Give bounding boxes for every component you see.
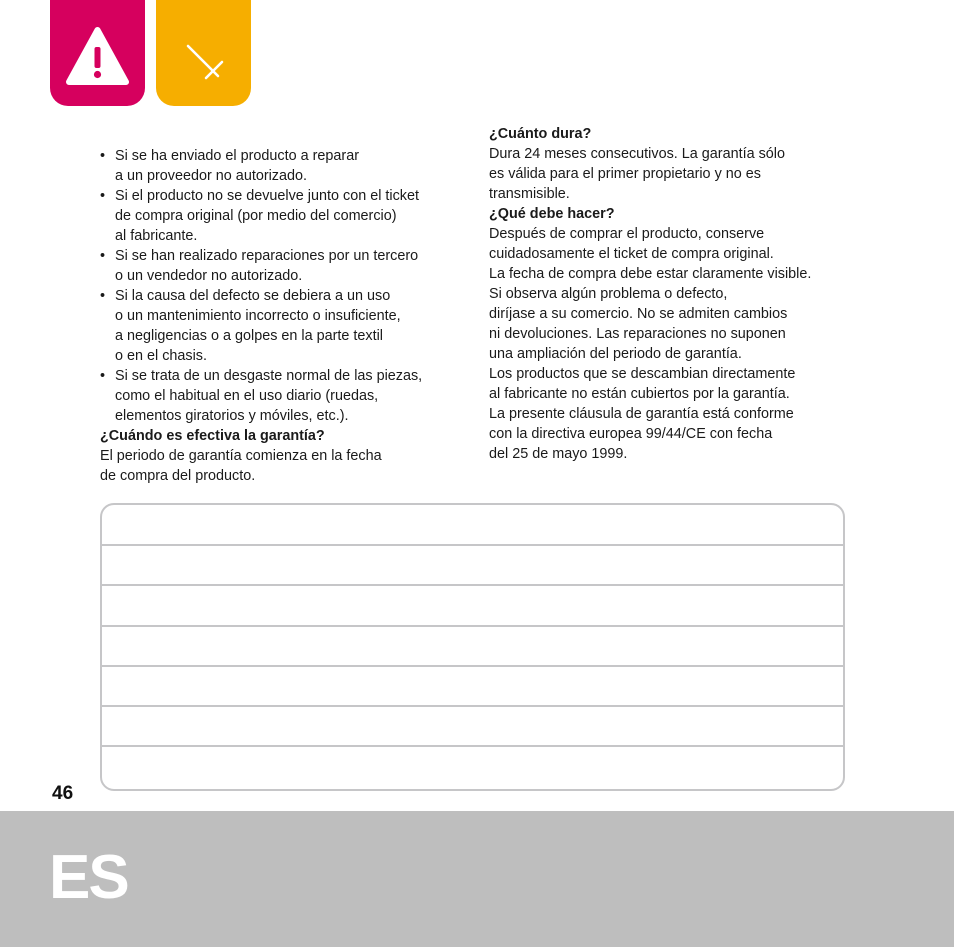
page-number: 46 <box>52 783 74 804</box>
paragraph-effective: El periodo de garantía comienza en la fecha de compra del producto. <box>100 448 382 484</box>
form-row-divider <box>102 705 843 707</box>
warranty-form-box <box>100 503 845 791</box>
form-row-divider <box>102 625 843 627</box>
list-item: • Si se ha enviado el producto a reparar a un proveedor no autorizado. <box>100 146 470 186</box>
list-item: • Si el producto no se devuelve junto con el ticket de compra original (por medio del comercio) al fabricante. <box>100 186 470 246</box>
tools-icon <box>156 0 251 106</box>
footer-band <box>0 811 954 947</box>
tools-tab <box>156 0 251 106</box>
form-row-divider <box>102 584 843 586</box>
left-column <box>100 146 470 486</box>
section-heading-what-to-do: ¿Qué debe hacer? <box>489 206 615 222</box>
paragraph-duration: Dura 24 meses consecutivos. La garantía sólo es válida para el primer propietario y no es transmisible. <box>489 146 785 202</box>
section-heading-duration: ¿Cuánto dura? <box>489 126 592 142</box>
warning-tab <box>50 0 145 106</box>
section-heading-effective: ¿Cuándo es efectiva la garantía? <box>100 428 325 444</box>
right-column <box>489 124 859 464</box>
warning-triangle-icon <box>50 0 145 106</box>
paragraph-what-to-do: Después de comprar el producto, conserve cuidadosamente el ticket de compra original. La fecha de compra debe estar claramente visible. Si observa algún problema o defecto, diríjase a su comercio. No se admiten cambios ni devoluciones. Las reparaciones no suponen una ampliación del periodo de garantía. Los productos que se descambian directamente al fabricante no están cubiertos por la garantía. La presente cláusula de garantía está conforme con la directiva europea 99/44/CE con fecha del 25 de mayo 1999. <box>489 226 812 462</box>
language-code: ES <box>49 843 128 912</box>
form-row-divider <box>102 544 843 546</box>
list-item: • Si se trata de un desgaste normal de las piezas, como el habitual en el uso diario (ruedas, elementos giratorios y móviles, etc.). <box>100 366 470 426</box>
form-row-divider <box>102 665 843 667</box>
form-row-divider <box>102 745 843 747</box>
list-item: • Si se han realizado reparaciones por un tercero o un vendedor no autorizado. <box>100 246 470 286</box>
list-item: • Si la causa del defecto se debiera a un uso o un mantenimiento incorrecto o insuficiente, a negligencias o a golpes en la parte textil o en el chasis. <box>100 286 470 366</box>
